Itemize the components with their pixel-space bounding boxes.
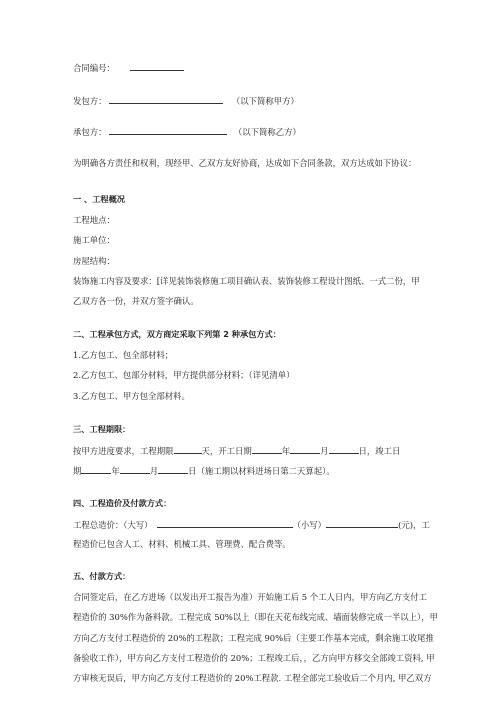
start-month-blank[interactable] xyxy=(290,444,320,454)
schedule-text: 月 xyxy=(320,446,329,456)
schedule-text: 年 xyxy=(111,466,120,476)
price-text: 工程总造价：（大写） xyxy=(73,520,153,530)
party-b-blank[interactable] xyxy=(109,125,227,135)
start-year-blank[interactable] xyxy=(252,444,282,454)
price-text: （小写） xyxy=(292,520,327,530)
party-a-line xyxy=(73,94,299,107)
party-b-note: （以下简称乙方） xyxy=(233,127,301,137)
schedule-text: 月 xyxy=(149,466,159,476)
section-5-title: 五、付款方式： xyxy=(73,571,131,581)
contract-option-1: 1.乙方包工、包全部材料； xyxy=(73,350,174,360)
schedule-text: 日（施工期以材料进场日第二天算起）。 xyxy=(188,466,335,476)
price-words-blank[interactable] xyxy=(157,518,293,528)
house-structure-label: 房屋结构： xyxy=(73,256,115,266)
payment-line: 合同签定后，在乙方进场（以发出开工报告为准）开始施工后 5 个工人日内，甲方向乙方支付工 xyxy=(73,592,428,602)
project-site-label: 工程地点： xyxy=(73,215,115,225)
party-b-label: 承包方： xyxy=(73,127,107,137)
contract-option-3: 3.乙方包工、甲方包全部材料。 xyxy=(73,391,190,401)
section-2-title: 二、工程承包方式，双方商定采取下列第 2 种承包方式： xyxy=(73,329,281,339)
schedule-text: 日，竣工日 xyxy=(358,446,401,456)
schedule-line-2 xyxy=(73,464,335,477)
price-figure-blank[interactable] xyxy=(326,518,398,528)
end-year-blank[interactable] xyxy=(81,464,111,474)
schedule-line-1 xyxy=(73,444,400,457)
contract-option-2: 2.乙方包工、包部分材料，甲方提供部分材料；（详见清单） xyxy=(73,370,295,380)
intro-text: 为明确各方责任和权利，现经甲、乙双方友好协商，达成如下合同条款，双方达成如下协议： xyxy=(73,158,417,168)
section-1-title: 一 、工程概况 xyxy=(73,194,125,204)
section-4-title: 四、工程造价及付款方式： xyxy=(73,498,172,508)
schedule-text: 期 xyxy=(73,466,82,476)
party-a-note: （以下简称甲方） xyxy=(231,96,299,106)
payment-line: 程造价的 30%作为备料款。工程完成 50%以上（即在天花布线完成、墙面装修完成一半以上），甲 xyxy=(73,612,438,622)
payment-line: 方向乙方支付工程造价的 20%的工程款；工程完成 90%后（主要工作基本完成，剩余施工收尾推 xyxy=(73,633,434,643)
end-day-blank[interactable] xyxy=(158,464,188,474)
schedule-text: 天，开工日期 xyxy=(201,446,252,456)
content-requirements-line-2: 乙双方各一份，并双方签字确认。 xyxy=(73,296,199,306)
price-text: (元)，工 xyxy=(398,520,430,530)
duration-days-blank[interactable] xyxy=(174,444,202,454)
contract-number-label: 合同编号： xyxy=(73,63,115,73)
start-day-blank[interactable] xyxy=(329,444,359,454)
contract-number-line xyxy=(73,61,184,74)
payment-line: 备验收工作），甲方向乙方支付工程造价的 20%；工程竣工后，，乙方向甲方移交全部竣工资料, 甲 xyxy=(73,653,435,663)
party-a-label: 发包方： xyxy=(73,96,107,106)
content-requirements-line-1: 装饰施工内容及要求：[详见装饰装修施工项目确认表、装饰装修工程设计图纸、一式二份，甲 xyxy=(73,276,420,286)
end-month-blank[interactable] xyxy=(120,464,150,474)
price-line-2: 程造价已包含人工、材料、机械工具、管理费、配合费等。 xyxy=(73,539,291,549)
construction-unit-label: 施工单位： xyxy=(73,235,115,245)
party-a-blank[interactable] xyxy=(109,94,223,104)
section-3-title: 三、工程期限： xyxy=(73,424,131,434)
price-line-1 xyxy=(73,518,430,531)
contract-number-blank[interactable] xyxy=(130,61,184,71)
schedule-text: 年 xyxy=(281,446,291,456)
schedule-text: 按甲方进度要求，工程期限 xyxy=(73,446,174,456)
payment-line: 方审核无误后，甲方向乙方支付工程造价的 20%工程款. 工程全部完工验收后二个月内, 甲乙双方 xyxy=(73,673,432,683)
party-b-line xyxy=(73,125,301,138)
